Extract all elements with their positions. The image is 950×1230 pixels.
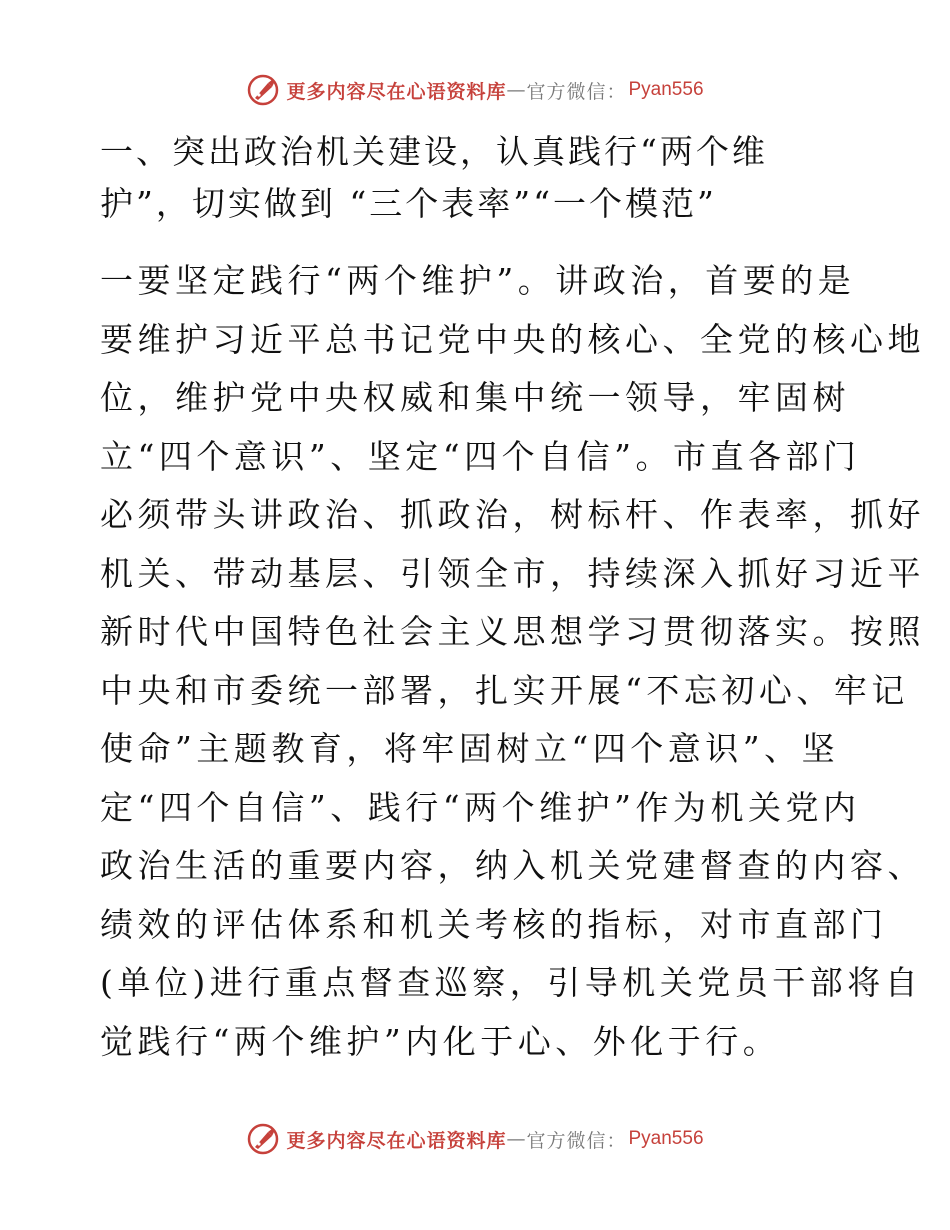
body-paragraph — [100, 252, 925, 1071]
banner-site-text: 更多内容尽在心语资料库 — [286, 80, 507, 103]
paragraph-line: 绩效的评估体系和机关考核的指标，对市直部门 — [100, 904, 888, 944]
pen-nib-logo-icon — [246, 73, 280, 107]
heading-line: 护”，切实做到 “三个表率”“一个模范” — [100, 184, 717, 223]
banner-wechat-label: 官方微信： — [526, 1129, 627, 1152]
paragraph-line: 机关、带动基层、引领全市，持续深入抓好习近平 — [100, 553, 925, 593]
banner-wechat-id: Pyan556 — [628, 1128, 704, 1149]
paragraph-line: 定“四个自信”、践行“两个维护”作为机关党内 — [100, 787, 861, 827]
section-heading — [100, 126, 860, 230]
paragraph-line: 位，维护党中央权威和集中统一领导，牢固树 — [100, 378, 850, 417]
paragraph-line: 觉践行“两个维护”内化于心、外化于行。 — [100, 1021, 781, 1061]
heading-line: 一、突出政治机关建设，认真践行“两个维 — [100, 132, 768, 171]
paragraph-line: 必须带头讲政治、抓政治，树标杆、作表率，抓好 — [100, 495, 925, 534]
paragraph-line: (单位)进行重点督查巡察，引导机关党员干部将自 — [100, 963, 923, 1002]
banner-dash: — — [506, 79, 527, 101]
paragraph-line: 新时代中国特色社会主义思想学习贯彻落实。按照 — [100, 612, 925, 651]
banner-site-text: 更多内容尽在心语资料库 — [286, 1129, 507, 1152]
banner-wechat-label: 官方微信： — [526, 80, 627, 103]
pen-nib-logo-icon — [246, 1122, 280, 1156]
paragraph-line: 要维护习近平总书记党中央的核心、全党的核心地 — [100, 319, 925, 359]
paragraph-line: 一要坚定践行“两个维护”。讲政治，首要的是 — [100, 261, 856, 300]
banner-wechat-id: Pyan556 — [628, 79, 704, 100]
header-banner — [0, 70, 950, 110]
footer-banner — [0, 1119, 950, 1159]
banner-dash: — — [506, 1128, 527, 1150]
paragraph-line: 使命”主题教育，将牢固树立“四个意识”、坚 — [100, 729, 840, 768]
paragraph-line: 中央和市委统一部署，扎实开展“不忘初心、牢记 — [100, 670, 909, 710]
paragraph-line: 政治生活的重要内容，纳入机关党建督查的内容、 — [100, 846, 925, 885]
paragraph-line: 立“四个意识”、坚定“四个自信”。市直各部门 — [100, 436, 861, 476]
